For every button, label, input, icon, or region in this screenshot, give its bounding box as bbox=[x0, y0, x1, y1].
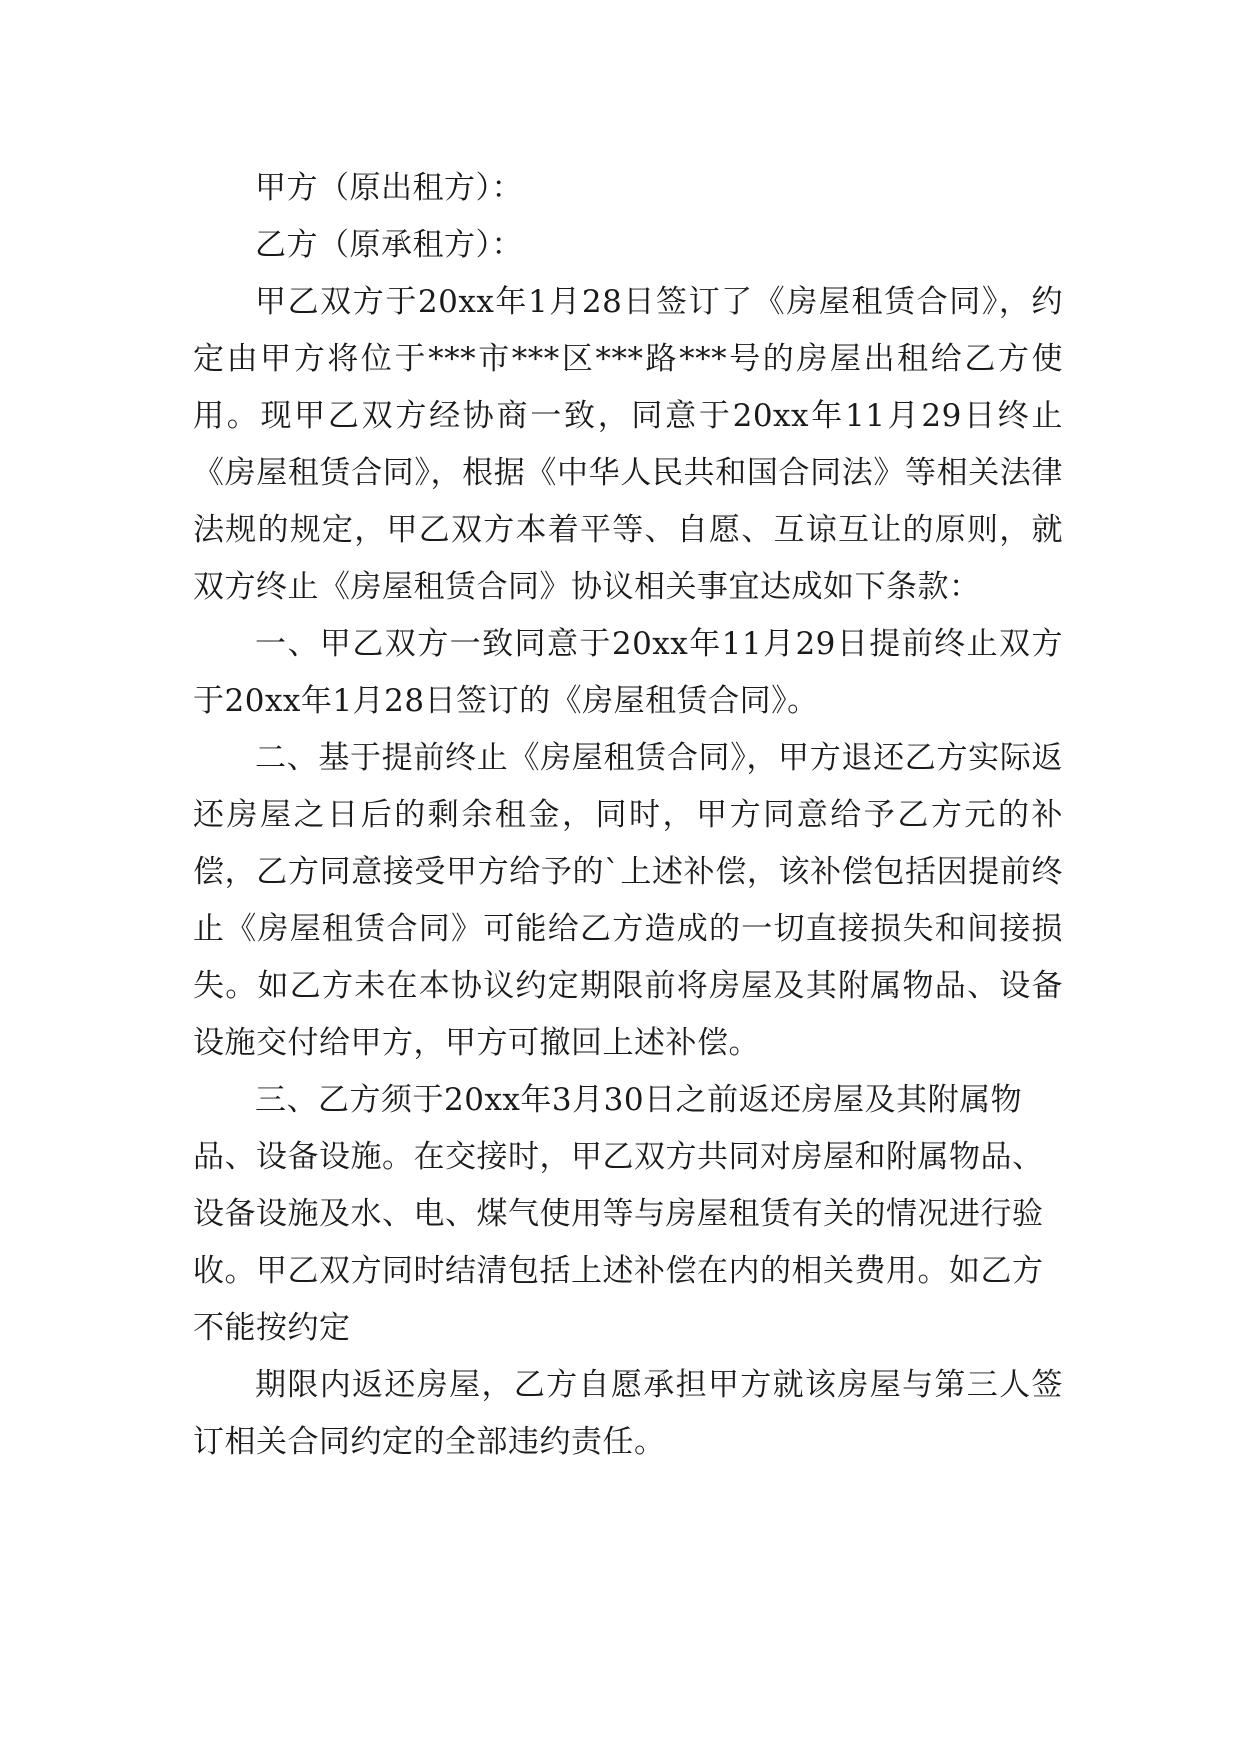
clause-1-paragraph: 一、甲乙双方一致同意于20xx年11月29日提前终止双方于20xx年1月28日签订的《房屋租赁合同》。 bbox=[193, 626, 1063, 719]
clause-2-paragraph: 二、基于提前终止《房屋租赁合同》，甲方退还乙方实际返还房屋之日后的剩余租金，同时，甲方同意给予乙方元的补偿，乙方同意接受甲方给予的`上述补偿，该补偿包括因提前终止《房屋租赁合同》可能给乙方造成的一切直接损失和间接损失。如乙方未在本协议约定期限前将房屋及其附属物品、设备设施交付给甲方，甲方可撤回上述补偿。 bbox=[193, 740, 1063, 1061]
clause-3-paragraph: 三、乙方须于20xx年3月30日之前返还房屋及其附属物品、设备设施。在交接时，甲乙双方共同对房屋和附属物品、设备设施及水、电、煤气使用等与房屋租赁有关的情况进行验收。甲乙双方同时结清包括上述补偿在内的相关费用。如乙方不能按约定 bbox=[193, 1082, 1044, 1346]
party-a-line: 甲方（原出租方）： bbox=[255, 170, 523, 206]
party-b-line: 乙方（原承租方）： bbox=[255, 227, 523, 263]
clause-3-continuation-paragraph: 期限内返还房屋，乙方自愿承担甲方就该房屋与第三人签订相关合同约定的全部违约责任。 bbox=[193, 1367, 1063, 1460]
intro-paragraph: 甲乙双方于20xx年1月28日签订了《房屋租赁合同》，约定由甲方将位于***市***区***路***号的房屋出租给乙方使用。现甲乙双方经协商一致，同意于20xx年11月29日终止《房屋租赁合同》，根据《中华人民共和国合同法》等相关法律法规的规定，甲乙双方本着平等、自愿、互谅互让的原则，就双方终止《房屋租赁合同》协议相关事宜达成如下条款： bbox=[193, 284, 1063, 605]
document-body bbox=[193, 160, 1063, 1471]
